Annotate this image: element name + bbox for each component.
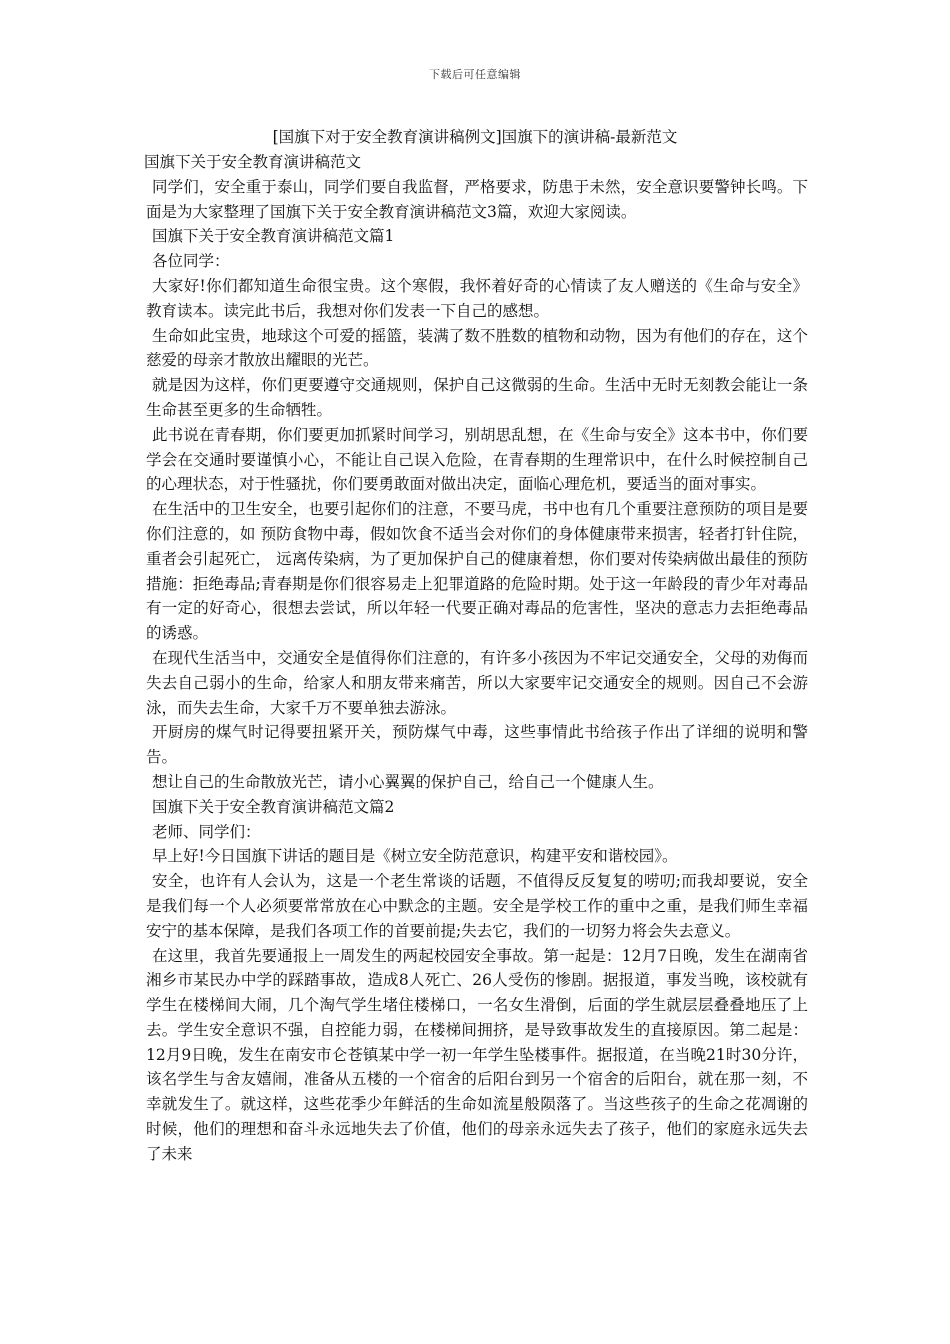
paragraph: 想让自己的生命散放光芒，请小心翼翼的保护自己，给自己一个健康人生。 <box>152 772 664 791</box>
paragraph: 在生活中的卫生安全，也要引起你们的注意，不要马虎，书中也有几个重要注意预防的项目是要你们注意的，如 预防食物中毒，假如饮食不适当会对你们的身体健康带来损害，轻者打针住院，重者会引起死亡， 远离传染病，为了更加保护自己的健康着想，你们要对传染病做出最佳的预防措施：拒绝毒品;青春期是你们很容易走上犯罪道路的危险时期。处于这一年龄段的青少年对毒品有一定的好奇心，很想去尝试，所以年轻一代要正确对毒品的危害性，坚决的意志力去拒绝毒品的诱惑。 <box>146 500 808 643</box>
section-heading: 国旗下关于安全教育演讲稿范文篇1 <box>152 227 395 246</box>
paragraph: 安全，也许有人会认为，这是一个老生常谈的话题，不值得反反复复的唠叨;而我却要说，安全是我们每一个人必须要常常放在心中默念的主题。安全是学校工作的重中之重，是我们师生幸福安宁的基本保障，是我们各项工作的首要前提;失去它，我们的一切努力将会失去意义。 <box>146 872 808 940</box>
paragraph: 早上好!今日国旗下讲话的题目是《树立安全防范意识，构建平安和谐校园》。 <box>152 847 678 866</box>
paragraph: 在现代生活当中，交通安全是值得你们注意的，有许多小孩因为不牢记交通安全，父母的劝侮而失去自己弱小的生命，给家人和朋友带来痛苦，所以大家要牢记交通安全的规则。因自己不会游泳，而失去生命，大家千万不要单独去游泳。 <box>146 648 808 717</box>
header-note: 下载后可任意编辑 <box>429 68 521 81</box>
paragraph: 此书说在青春期，你们要更加抓紧时间学习，别胡思乱想，在《生命与安全》这本书中，你们要学会在交通时要谨慎小心，不能让自己误入危险，在青春期的生理常识中，在什么时候控制自己的心理状态，对于性骚扰，你们要勇敢面对做出决定，面临心理危机，要适当的面对事实。 <box>146 425 808 494</box>
paragraph: 同学们，安全重于泰山，同学们要自我监督，严格要求，防患于未然，安全意识要警钟长鸣。下面是为大家整理了国旗下关于安全教育演讲稿范文3篇，欢迎大家阅读。 <box>146 177 808 221</box>
section-heading: 国旗下关于安全教育演讲稿范文篇2 <box>152 797 395 816</box>
paragraph: 大家好!你们都知道生命很宝贵。这个寒假，我怀着好奇的心情读了友人赠送的《生命与安全》教育读本。读完此书后，我想对你们发表一下自己的感想。 <box>146 276 808 320</box>
document-subtitle: 国旗下关于安全教育演讲稿范文 <box>144 153 362 171</box>
document-body <box>146 150 808 1167</box>
salutation: 老师、同学们： <box>152 822 261 841</box>
paragraph: 生命如此宝贵，地球这个可爱的摇篮，装满了数不胜数的植物和动物，因为有他们的存在，这个慈爱的母亲才散放出耀眼的光芒。 <box>146 326 808 370</box>
paragraph: 在这里，我首先要通报上一周发生的两起校园安全事故。第一起是：12月7日晚，发生在湖南省湘乡市某民办中学的踩踏事故，造成8人死亡、26人受伤的惨剧。据报道，事发当晚，该校就有学生在楼梯间大闹，几个淘气学生堵住楼梯口，一名女生滑倒，后面的学生就层层叠叠地压了上去。学生安全意识不强，自控能力弱，在楼梯间拥挤，是导致事故发生的直接原因。第二起是：12月9日晚，发生在南安市仑苍镇某中学一初一年学生坠楼事件。据报道，在当晚21时30分许，该名学生与舍友嬉闹，准备从五楼的一个宿舍的后阳台到另一个宿舍的后阳台，就在那一刻，不幸就发生了。就这样，这些花季少年鲜活的生命如流星般陨落了。当这些孩子的生命之花凋谢的时候，他们的理想和奋斗永远地失去了价值，他们的母亲永远失去了孩子，他们的家庭永远失去了未来 <box>146 946 808 1163</box>
paragraph: 开厨房的煤气时记得要扭紧开关，预防煤气中毒，这些事情此书给孩子作出了详细的说明和警告。 <box>146 723 808 767</box>
salutation: 各位同学： <box>152 252 230 271</box>
paragraph: 就是因为这样，你们更要遵守交通规则，保护自己这微弱的生命。生活中无时无刻教会能让一条生命甚至更多的生命牺牲。 <box>146 376 808 419</box>
document-title: [国旗下对于安全教育演讲稿例文]国旗下的演讲稿-最新范文 <box>272 128 678 146</box>
